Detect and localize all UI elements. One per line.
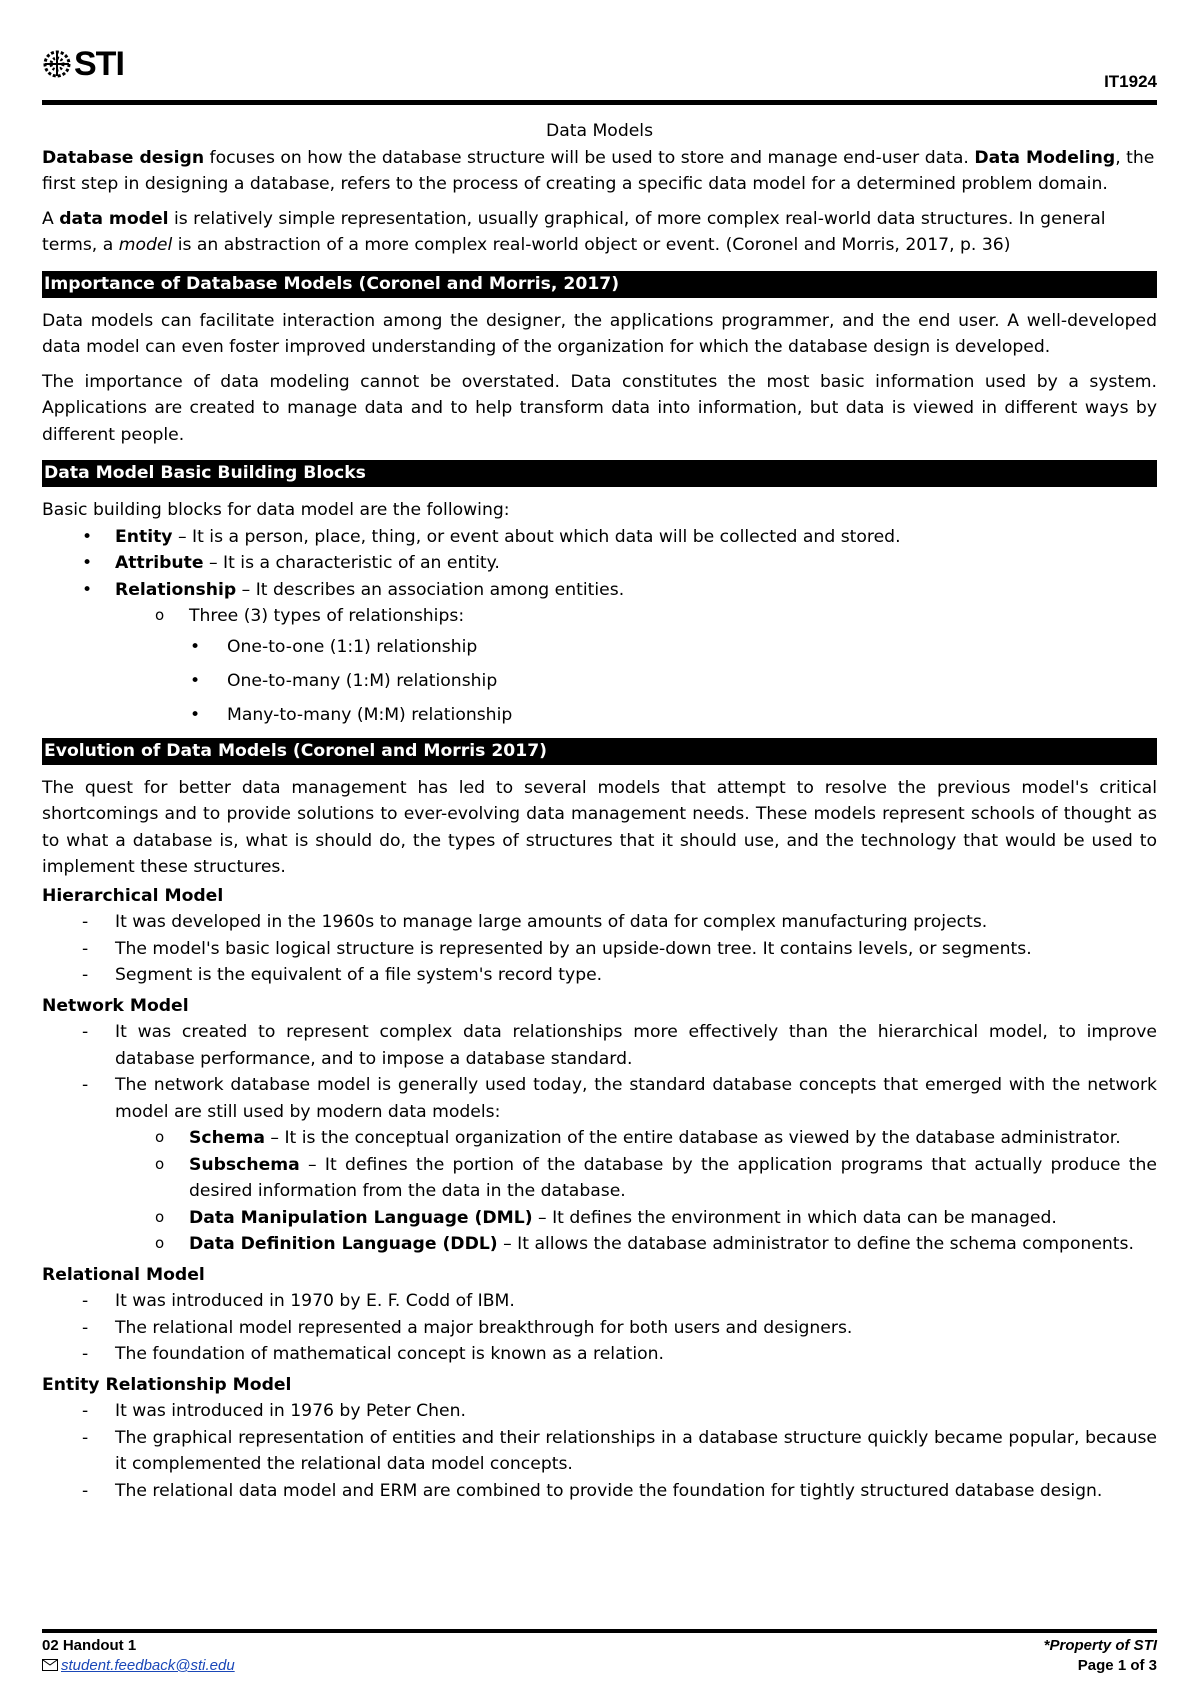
list-item: - The foundation of mathematical concept is known as a relation. [82,1344,665,1364]
list-item: o Three (3) types of relationships: [155,606,465,626]
list-item: o Schema – It is the conceptual organization of the entire database as viewed by the database administrator. [155,1128,1121,1148]
list-item: • Attribute – It is a characteristic of an entity. [82,553,500,573]
list-item: o Data Definition Language (DDL) – It allows the database administrator to define the schema components. [155,1234,1134,1254]
list-item: - It was developed in the 1960s to manage large amounts of data for complex manufacturing projects. [82,912,988,932]
importance-paragraph-2: The importance of data modeling cannot be overstated. Data constitutes the most basic information used by a system. Applications are created to manage data and to help transform data into information, but data is viewed in different ways by different people. [42,371,1157,445]
hierarchical-model-title: Hierarchical Model [42,885,224,906]
term: Data Manipulation Language (DML) [189,1207,533,1228]
item-text: It was introduced in 1970 by E. F. Codd of IBM. [115,1291,515,1311]
header-rule [42,100,1157,105]
envelope-icon [42,1659,58,1671]
erm-list [42,1398,1157,1504]
building-blocks-intro: Basic building blocks for data model are the following: [42,500,510,520]
term-desc: – It defines the environment in which data can be managed. [532,1207,1057,1228]
section-heading-importance: Importance of Database Models (Coronel and Morris, 2017) [42,271,1157,298]
network-concepts-list [42,1125,1157,1258]
erm-title: Entity Relationship Model [42,1374,292,1395]
feedback-email [42,1656,235,1676]
evolution-intro: The quest for better data management has led to several models that attempt to resolve the previous model's critical shortcomings and to provide solutions to ever-evolving data management needs. These models represent schools of thought as to what a database is, what is should do, the types of structures that it should use, and the technology that would be used to implement these structures. [42,777,1157,877]
globe-icon [42,49,72,79]
item-text: The model's basic logical structure is represented by an upside-down tree. It contains levels, or segments. [115,938,1032,959]
item-text: It was developed in the 1960s to manage large amounts of data for complex manufacturing projects. [115,912,988,932]
term: Subschema [189,1154,300,1175]
text-run: data model [59,208,169,229]
network-model-title: Network Model [42,995,189,1016]
importance-paragraph-1: Data models can facilitate interaction among the designer, the applications programmer, and the end user. A well-developed data model can even foster improved understanding of the organization for which the database design is developed. [42,310,1157,357]
relationship-type: Many-to-many (M:M) relationship [227,704,513,725]
text-run: model [118,235,173,255]
list-item: - The relational data model and ERM are combined to provide the foundation for tightly structured database design. [82,1480,1103,1501]
term-desc: – It allows the database administrator to define the schema components. [497,1234,1134,1254]
handout-label: 02 Handout 1 [42,1637,137,1654]
term-desc: – It is a characteristic of an entity. [203,553,500,573]
text-run: is an abstraction of a more complex real-world object or event. (Coronel and Morris, 2017, p. 36) [172,235,1011,255]
item-text: The relational data model and ERM are combined to provide the foundation for tightly structured database design. [115,1480,1103,1501]
footer-right [1044,1636,1157,1676]
list-item: - It was created to represent complex data relationships more effectively than the hierarchical model, to improve database performance, and to impose a database standard. [82,1022,1157,1069]
document-page [42,0,1157,1696]
relationship-types-list [42,630,1157,732]
relationship-type: One-to-one (1:1) relationship [227,636,478,657]
text-run: Data Modeling [974,147,1116,168]
list-item: - The network database model is generally used today, the standard database concepts that emerged with the network model are still used by modern data models: [82,1075,1157,1122]
intro-paragraph-2 [42,206,1157,259]
term: Attribute [115,553,204,573]
document-title: Data Models [545,121,654,141]
feedback-email-link[interactable]: student.feedback@sti.edu [61,1657,235,1674]
list-item: • Relationship – It describes an association among entities. [82,579,625,600]
sti-logo [42,44,124,84]
list-item: • One-to-many (1:M) relationship [190,670,498,691]
term: Entity [115,526,173,547]
relationship-sub-list [42,603,1157,630]
building-blocks-list [42,524,1157,604]
text-run: focuses on how the database structure will be used to store and manage end-user data. [204,147,975,168]
item-text: The foundation of mathematical concept is known as a relation. [115,1344,665,1364]
term-desc: – It is the conceptual organization of the entire database as viewed by the database administrator. [264,1128,1121,1148]
item-text: Segment is the equivalent of a file system's record type. [115,965,603,985]
page-number: Page 1 of 3 [1077,1657,1157,1674]
term-desc: – It describes an association among entities. [236,579,625,600]
item-text: The graphical representation of entities and their relationships in a database structure quickly became popular, because it complemented the relational data model concepts. [115,1427,1157,1474]
list-item: - It was introduced in 1970 by E. F. Codd of IBM. [82,1291,515,1311]
footer-left [42,1636,235,1676]
list-item: - The model's basic logical structure is represented by an upside-down tree. It contains levels, or segments. [82,938,1032,959]
content [42,118,1157,1504]
item-text: The relational model represented a major breakthrough for both users and designers. [115,1317,853,1338]
hierarchical-model-list [42,909,1157,989]
term-desc: – It defines the portion of the database by the application programs that actually produce the desired information from the data in the database. [189,1154,1157,1201]
item-text: It was created to represent complex data relationships more effectively than the hierarchical model, to improve database performance, and to impose a database standard. [115,1022,1157,1069]
text-run: A [42,208,60,229]
list-item: • Entity – It is a person, place, thing, or event about which data will be collected and stored. [82,526,901,547]
term-desc: – It is a person, place, thing, or event about which data will be collected and stored. [172,526,901,547]
list-item: - The relational model represented a major breakthrough for both users and designers. [82,1317,853,1338]
intro-paragraph-1 [42,145,1157,198]
relational-model-title: Relational Model [42,1264,205,1285]
text-run: is relatively simple representation, usually graphical, of more complex real-world data structures. In general terms, a [42,208,1106,255]
network-model-list [42,1019,1157,1125]
relationship-type: One-to-many (1:M) relationship [227,670,498,691]
list-item: - The graphical representation of entities and their relationships in a database structure quickly became popular, because it complemented the relational data model concepts. [82,1427,1157,1474]
term: Relationship [115,579,237,600]
list-item: • Many-to-many (M:M) relationship [190,704,513,725]
section-heading-building-blocks: Data Model Basic Building Blocks [42,460,1157,487]
item-text: The network database model is generally used today, the standard database concepts that emerged with the network model are still used by modern data models: [115,1075,1157,1122]
relational-model-list [42,1288,1157,1368]
list-item: • One-to-one (1:1) relationship [190,636,478,657]
list-item: o Subschema – It defines the portion of the database by the application programs that actually produce the desired information from the data in the database. [155,1154,1157,1201]
section-heading-evolution: Evolution of Data Models (Coronel and Morris 2017) [42,738,1157,765]
footer-rule [42,1629,1157,1633]
sub-item-text: Three (3) types of relationships: [189,606,465,626]
property-label: *Property of STI [1043,1637,1157,1654]
term: Data Definition Language (DDL) [189,1234,498,1254]
list-item: - Segment is the equivalent of a file system's record type. [82,965,603,985]
text-run: , the first step in designing a database, refers to the process of creating a specific data model for a determined problem domain. [42,147,1155,194]
list-item: o Data Manipulation Language (DML) – It defines the environment in which data can be managed. [155,1207,1057,1228]
course-code: IT1924 [1104,72,1157,91]
logo-text: STI [74,45,124,83]
term: Schema [189,1128,265,1148]
text-run: Database design [42,147,205,168]
item-text: It was introduced in 1976 by Peter Chen. [115,1401,466,1421]
list-item: - It was introduced in 1976 by Peter Chen. [82,1401,466,1421]
